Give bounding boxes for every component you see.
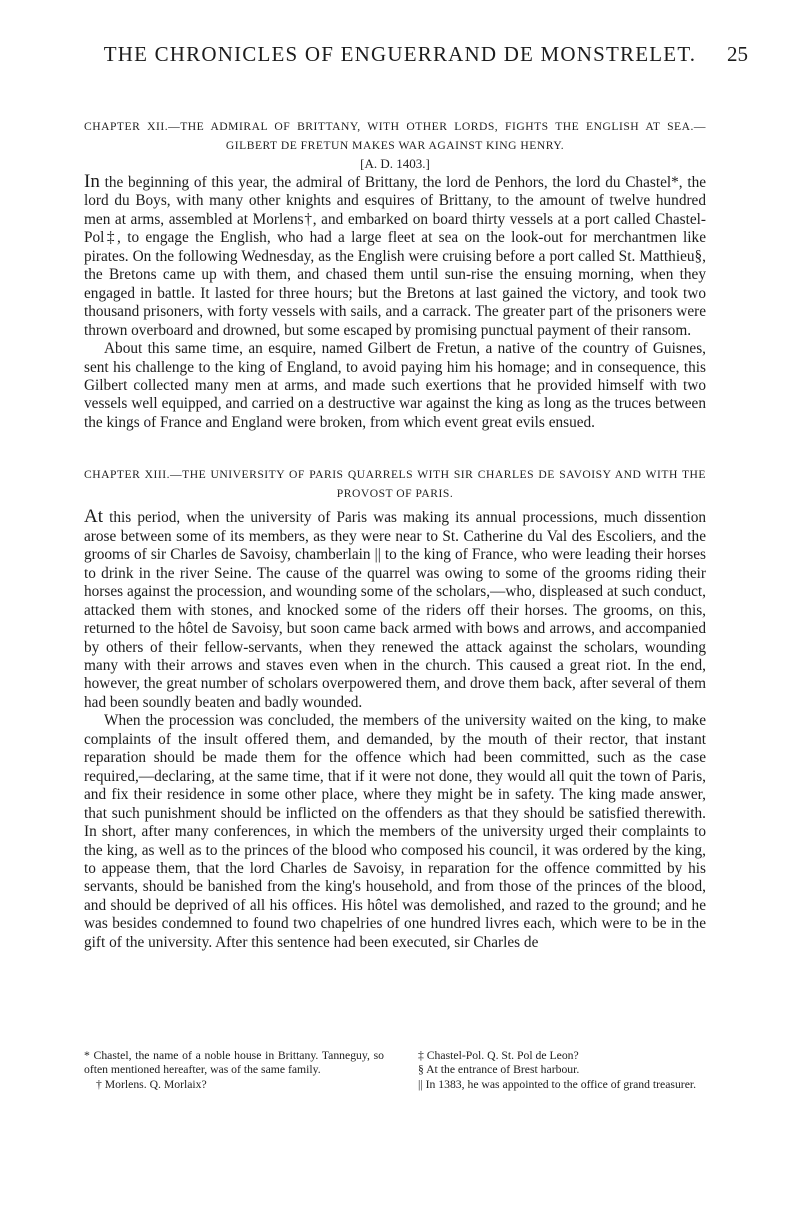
drop-lead-word: At	[84, 506, 103, 528]
footnotes-left-column	[84, 1049, 384, 1092]
page-number: 25	[727, 42, 748, 66]
footnotes-right-column	[406, 1049, 706, 1092]
chapter-12-paragraph-1	[84, 173, 706, 340]
footnotes	[84, 1049, 706, 1092]
drop-lead-word: In	[84, 171, 100, 192]
chapter-13-heading: CHAPTER XIII.—THE UNIVERSITY OF PARIS QUARRELS WITH SIR CHARLES DE SAVOISY AND WITH THE PROVOST OF PARIS.	[84, 468, 706, 500]
footnote-chastel-pol: ‡ Chastel-Pol. Q. St. Pol de Leon?	[418, 1049, 579, 1062]
footnote-morlens: † Morlens. Q. Morlaix?	[96, 1077, 207, 1091]
page-body	[84, 118, 706, 952]
chapter-13-paragraph-1	[84, 508, 706, 712]
chapter-13-paragraph-2: When the procession was concluded, the members of the university waited on the king, to make complaints of the insult offered them, and demanded, by the mouth of their rector, that instant reparation should be made them for the offence which had been committed, such as the case required,—declaring, at the same time, that if it were not done, they would all quit the town of Paris, and fix their residence in some other place, where they might be in safety. The king made answer, that such punishment should be inflicted on the offenders as that they should be satisfied therewith. In short, after many conferences, in which the members of the university urged their complaints to the king, as well as to the princes of the blood who composed his council, it was ordered by the king, to appease them, that the lord Charles de Savoisy, in reparation for the offence committed by his servants, should be banished from the king's household, and from those of the princes of the blood, and should be deprived of all his offices. His hôtel was demolished, and razed to the ground; and he was besides condemned to found two chapelries of one hundred livres each, which were to be in the gift of the university. After this sentence had been executed, sir Charles de	[84, 712, 706, 951]
paragraph-text: this period, when the university of Paris was making its annual processions, much dissention arose between some of its members, as they were near to St. Catherine du Val des Escoliers, and the grooms of sir Charles de Savoisy, chamberlain || to the king of France, who were leading their horses to drink in the river Seine. The cause of the quarrel was owing to some of the grooms riding their horses against the procession, and wounding some of the scholars,—who, displeased at such conduct, attacked them with stones, and knocked some of the riders off their horses. The grooms, on this, returned to the hôtel de Savoisy, but soon came back armed with bows and arrows, and accompanied by others of their fellow-servants, when they renewed the attack against the scholars, wounding many with their arrows and staves even when in the church. This caused a great riot. In the end, however, the great number of scholars overpowered them, and drove them back, after several of them had been soundly beaten and badly wounded.	[84, 509, 706, 711]
footnote-chastel: * Chastel, the name of a noble house in Brittany. Tanneguy, so often mentioned hereafter, was of the same family.	[84, 1049, 384, 1077]
footnote-st-matthieu: § At the entrance of Brest harbour.	[418, 1063, 580, 1077]
running-title: THE CHRONICLES OF ENGUERRAND DE MONSTRELET.	[103, 42, 697, 66]
paragraph-text: the beginning of this year, the admiral of Brittany, the lord de Penhors, the lord du Chastel*, the lord du Boys, with many other knights and esquires of Brittany, to the amount of twelve hundred men at arms, assembled at Morlens†, and embarked on board thirty vessels at a port called Chastel-Pol‡, to engage the English, who had a large fleet at sea on the look-out for merchantmen like pirates. On the following Wednesday, as the English were cruising before a port called St. Matthieu§, the Bretons came up with them, and chased them until sun-rise the ensuing morning, when they engaged in battle. It lasted for three hours; but the Bretons at last gained the victory, and took two thousand prisoners, with forty vessels with sails, and a carrack. The greater part of the prisoners were thrown overboard and drowned, but some escaped by promising punctual payment of their ransom.	[84, 174, 707, 339]
running-head	[0, 42, 800, 72]
chapter-12-paragraph-2: About this same time, an esquire, named Gilbert de Fretun, a native of the country of Guisnes, sent his challenge to the king of England, to avoid paying him his homage; and in consequence, this Gilbert collected many men at arms, and made such exertions that he provided himself with two vessels well equipped, and carried on a destructive war against the king as long as the truces between the kings of France and England were broken, from which event great evils ensued.	[84, 340, 706, 431]
chapter-12	[84, 118, 706, 432]
chapter-12-heading: CHAPTER XII.—THE ADMIRAL OF BRITTANY, WITH OTHER LORDS, FIGHTS THE ENGLISH AT SEA.—GILBERT DE FRETUN MAKES WAR AGAINST KING HENRY.	[84, 120, 706, 152]
chapter-13	[84, 466, 706, 952]
footnote-chamberlain: || In 1383, he was appointed to the office of grand treasurer.	[418, 1077, 697, 1091]
chapter-12-date: [A. D. 1403.]	[360, 156, 430, 171]
section-spacer	[84, 432, 706, 466]
